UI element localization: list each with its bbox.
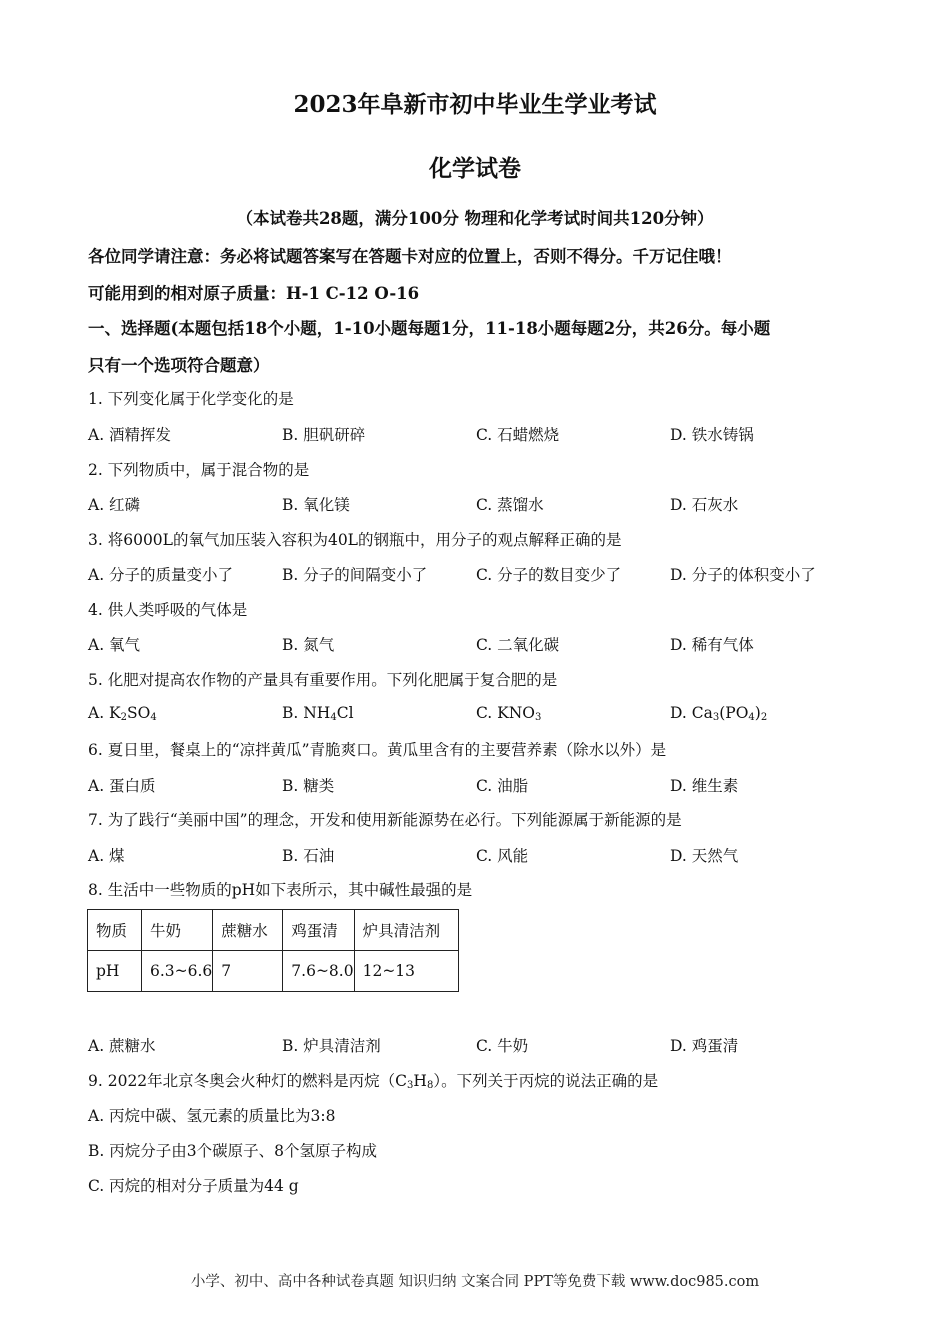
question-stem: 2. 下列物质中，属于混合物的是: [88, 461, 310, 479]
option-c: C. 二氧化碳: [476, 636, 560, 654]
table-header-cell: 蔗糖水: [213, 910, 283, 951]
option-a: A. 煤: [88, 847, 125, 865]
option-d: D. 天然气: [670, 847, 739, 865]
question-stem: 9. 2022年北京冬奥会火种灯的燃料是丙烷$(C_3H_8)$。下列关于丙烷的说法正确的是: [88, 1072, 659, 1091]
option-a: A. 丙烷中碳、氢元素的质量比为3:8: [88, 1107, 336, 1125]
table-cell: 7.6~8.0: [283, 951, 354, 992]
table-row: [88, 951, 459, 992]
option-d: D. 铁水铸锅: [670, 426, 754, 444]
option-b: B. 分子的间隔变小了: [282, 566, 428, 584]
question-stem: 4. 供人类呼吸的气体是: [88, 601, 248, 619]
exam-title: 2023年阜新市初中毕业生学业考试: [293, 91, 657, 118]
option-b: B. 胆矾研碎: [282, 426, 366, 444]
option-d: D. 石灰水: [670, 496, 739, 514]
option-b: B. 糖类: [282, 777, 335, 795]
option-d: D. 稀有气体: [670, 636, 754, 654]
option-c: C. 分子的数目变少了: [476, 566, 622, 584]
option-c: C. 丙烷的相对分子质量为44 g: [88, 1177, 299, 1195]
question-stem: 8. 生活中一些物质的pH如下表所示，其中碱性最强的是: [88, 881, 473, 899]
option-b: B. 丙烷分子由3个碳原子、8个氢原子构成: [88, 1142, 377, 1160]
option-b: B. 石油: [282, 847, 335, 865]
table-header-cell: 牛奶: [142, 910, 213, 951]
question-options: [88, 704, 888, 726]
section-heading: 一、选择题(本题包括18个小题，1-10小题每题1分，11-18小题每题2分，共26分。每小题: [88, 319, 771, 338]
question-stem: 1. 下列变化属于化学变化的是: [88, 390, 294, 408]
question-options: [88, 1034, 888, 1056]
question-options: [88, 633, 888, 655]
question-options: [88, 423, 888, 445]
question-stem: 6. 夏日里，餐桌上的“凉拌黄瓜”青脆爽口。黄瓜里含有的主要营养素（除水以外）是: [88, 741, 667, 759]
option-c: C. 牛奶: [476, 1037, 529, 1055]
notice: 各位同学请注意：务必将试题答案写在答题卡对应的位置上，否则不得分。千万记住哦！: [88, 247, 732, 266]
table-header-cell: 物质: [88, 910, 142, 951]
ph-table: [87, 909, 459, 992]
table-header-cell: 鸡蛋清: [283, 910, 354, 951]
table-cell: 6.3~6.6: [142, 951, 213, 992]
option-c: C. 蒸馏水: [476, 496, 544, 514]
table-cell: pH: [88, 951, 142, 992]
atomic-mass: 可能用到的相对原子质量：H-1 C-12 O-16: [88, 284, 420, 303]
option-d: D. 鸡蛋清: [670, 1037, 739, 1055]
table-row: [88, 910, 459, 951]
option-a: A. 分子的质量变小了: [88, 566, 234, 584]
option-c: C. 油脂: [476, 777, 529, 795]
option-b: B. 氧化镁: [282, 496, 350, 514]
exam-info: （本试卷共28题，满分100分 物理和化学考试时间共120分钟）: [236, 209, 714, 228]
option-c: C. $KNO_3$: [476, 704, 542, 723]
option-a: A. 氧气: [88, 636, 141, 654]
table-header-cell: 炉具清洁剂: [354, 910, 458, 951]
question-stem: 7. 为了践行“美丽中国”的理念，开发和使用新能源势在必行。下列能源属于新能源的是: [88, 811, 682, 829]
option-d: D. $Ca_3(PO_4)_2$: [670, 704, 768, 723]
question-options: [88, 844, 888, 866]
option-b: B. 炉具清洁剂: [282, 1037, 381, 1055]
option-a: A. 酒精挥发: [88, 426, 172, 444]
option-b: B. $NH_4Cl$: [282, 704, 354, 723]
question-options: [88, 493, 888, 515]
option-b: B. 氮气: [282, 636, 335, 654]
option-d: D. 维生素: [670, 777, 739, 795]
question-stem: 3. 将6000L的氧气加压装入容积为40L的钢瓶中，用分子的观点解释正确的是: [88, 531, 622, 549]
question-options: [88, 563, 888, 585]
footer-text: 小学、初中、高中各种试卷真题 知识归纳 文案合同 PPT等免费下载 www.doc985.com: [190, 1274, 760, 1290]
option-c: C. 石蜡燃烧: [476, 426, 560, 444]
section-heading-cont: 只有一个选项符合题意）: [88, 356, 270, 375]
table-cell: 7: [213, 951, 283, 992]
exam-subject: 化学试卷: [429, 155, 521, 182]
option-a: A. 红磷: [88, 496, 141, 514]
option-c: C. 风能: [476, 847, 529, 865]
option-a: A. 蛋白质: [88, 777, 156, 795]
question-options: [88, 774, 888, 796]
option-a: A. $K_2SO_4$: [88, 704, 157, 723]
option-a: A. 蔗糖水: [88, 1037, 156, 1055]
question-stem: 5. 化肥对提高农作物的产量具有重要作用。下列化肥属于复合肥的是: [88, 671, 558, 689]
table-cell: 12~13: [354, 951, 458, 992]
option-d: D. 分子的体积变小了: [670, 566, 816, 584]
